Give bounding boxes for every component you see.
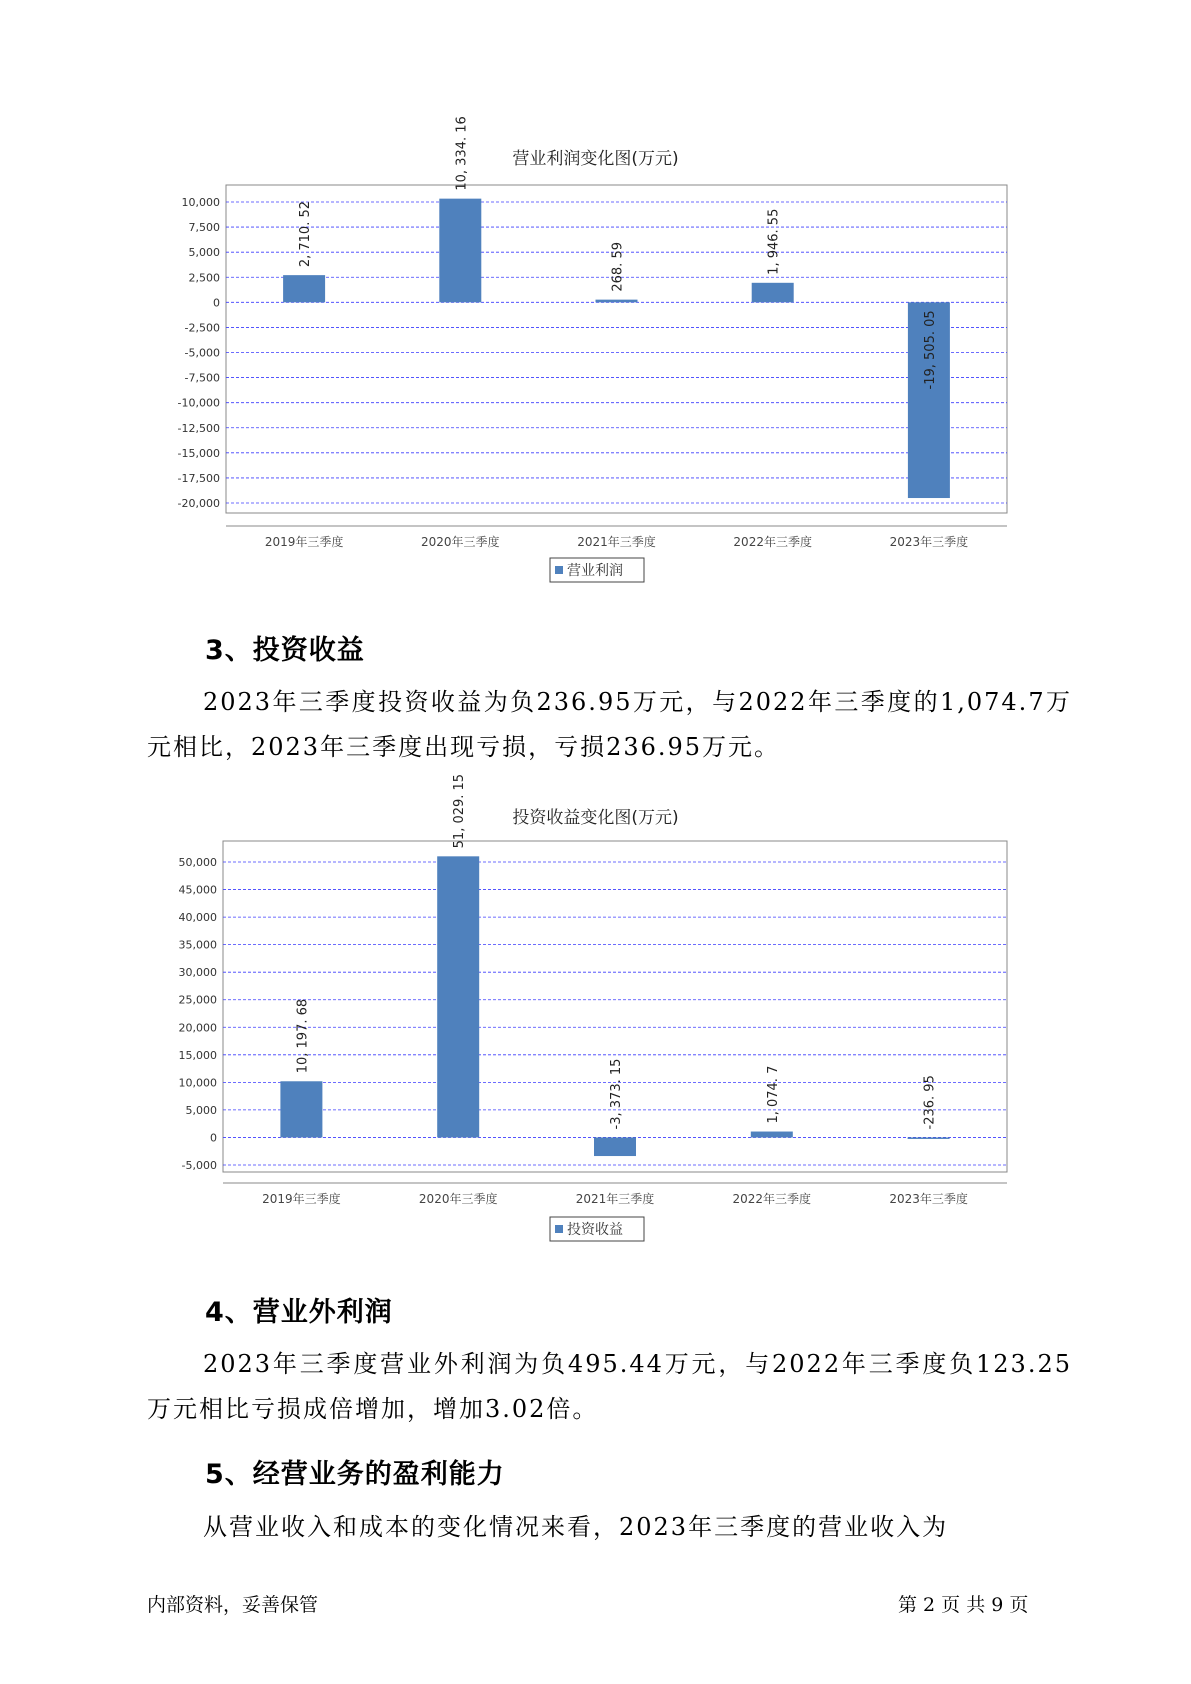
x-tick-label: 2023年三季度: [889, 1192, 968, 1206]
y-tick-label: 40,000: [178, 911, 217, 925]
y-tick-label: 35,000: [178, 938, 217, 952]
chart-1-title: 营业利润变化图(万元): [512, 149, 679, 169]
data-label: -236. 95: [922, 1075, 938, 1130]
x-tick-label: 2020年三季度: [418, 1192, 498, 1206]
legend-label: 营业利润: [567, 563, 623, 579]
y-tick-label: 50,000: [178, 856, 217, 869]
y-tick-label: 10,000: [181, 196, 220, 209]
y-tick-label: 25,000: [178, 993, 217, 1007]
data-label: 268. 59: [610, 242, 626, 292]
y-tick-label: 0: [210, 1131, 217, 1145]
y-tick-label: 0: [213, 296, 220, 310]
bar: [594, 1137, 636, 1156]
section-4-heading: 4、营业外利润: [205, 1297, 393, 1328]
data-label: -3, 373. 15: [609, 1058, 624, 1130]
section-5-heading: 5、经营业务的盈利能力: [205, 1459, 505, 1490]
section-3-paragraph: 2023年三季度投资收益为负236.95万元，与2022年三季度的1,074.7万元相比，2023年三季度出现亏损，亏损236.95万元。: [147, 688, 1072, 761]
data-label: 2, 710. 52: [298, 200, 314, 268]
x-tick-label: 2023年三季度: [889, 535, 969, 549]
y-tick-label: 15,000: [178, 1048, 217, 1062]
data-label: 1, 074. 7: [765, 1065, 781, 1124]
y-tick-label: -5,000: [181, 1159, 217, 1172]
y-tick-label: 2,500: [188, 271, 220, 285]
x-tick-label: 2019年三季度: [262, 1192, 341, 1206]
bar: [280, 1081, 322, 1137]
legend-label: 投资收益: [567, 1222, 623, 1238]
y-tick-label: -10,000: [177, 396, 220, 410]
y-tick-label: 5,000: [188, 246, 220, 260]
y-tick-label: 7,500: [188, 221, 220, 235]
x-tick-label: 2020年三季度: [421, 535, 500, 549]
data-label: -19, 505. 05: [922, 310, 938, 390]
footer-left: 内部资料，妥善保管: [147, 1594, 319, 1616]
legend-swatch: [555, 1225, 563, 1233]
y-tick-label: 10,000: [178, 1076, 217, 1090]
y-tick-label: -17,500: [177, 471, 220, 485]
y-tick-label: 45,000: [178, 883, 217, 897]
x-tick-label: 2022年三季度: [733, 535, 812, 549]
y-tick-label: -12,500: [177, 421, 220, 435]
data-label: 1, 946. 55: [766, 208, 782, 275]
y-tick-label: 30,000: [178, 966, 217, 980]
y-tick-label: 5,000: [185, 1103, 217, 1117]
data-label: 10, 197. 68: [295, 998, 311, 1074]
y-tick-label: 20,000: [178, 1021, 217, 1035]
section-4-paragraph: 2023年三季度营业外利润为负495.44万元，与2022年三季度负123.25万元相比亏损成倍增加，增加3.02倍。: [147, 1350, 1072, 1423]
y-tick-label: -2,500: [184, 321, 220, 335]
x-tick-label: 2021年三季度: [575, 1192, 655, 1206]
y-tick-label: -7,500: [184, 371, 220, 385]
bar: [908, 1137, 950, 1139]
x-tick-label: 2019年三季度: [264, 535, 344, 549]
y-tick-label: -20,000: [177, 497, 220, 510]
section-3-heading: 3、投资收益: [205, 635, 365, 666]
bar: [437, 856, 479, 1137]
y-tick-label: -5,000: [184, 346, 220, 360]
footer-page-number: 第 2 页 共 9 页: [898, 1594, 1029, 1616]
x-tick-label: 2022年三季度: [732, 1192, 812, 1206]
data-label: 51, 029. 15: [452, 773, 468, 849]
bar: [751, 1132, 793, 1138]
section-5-paragraph: 从营业收入和成本的变化情况来看，2023年三季度的营业收入为: [203, 1513, 949, 1541]
data-label: 10, 334. 16: [454, 116, 470, 191]
chart-2-title: 投资收益变化图(万元): [512, 808, 679, 828]
y-tick-label: -15,000: [177, 446, 220, 460]
x-tick-label: 2021年三季度: [577, 535, 656, 549]
